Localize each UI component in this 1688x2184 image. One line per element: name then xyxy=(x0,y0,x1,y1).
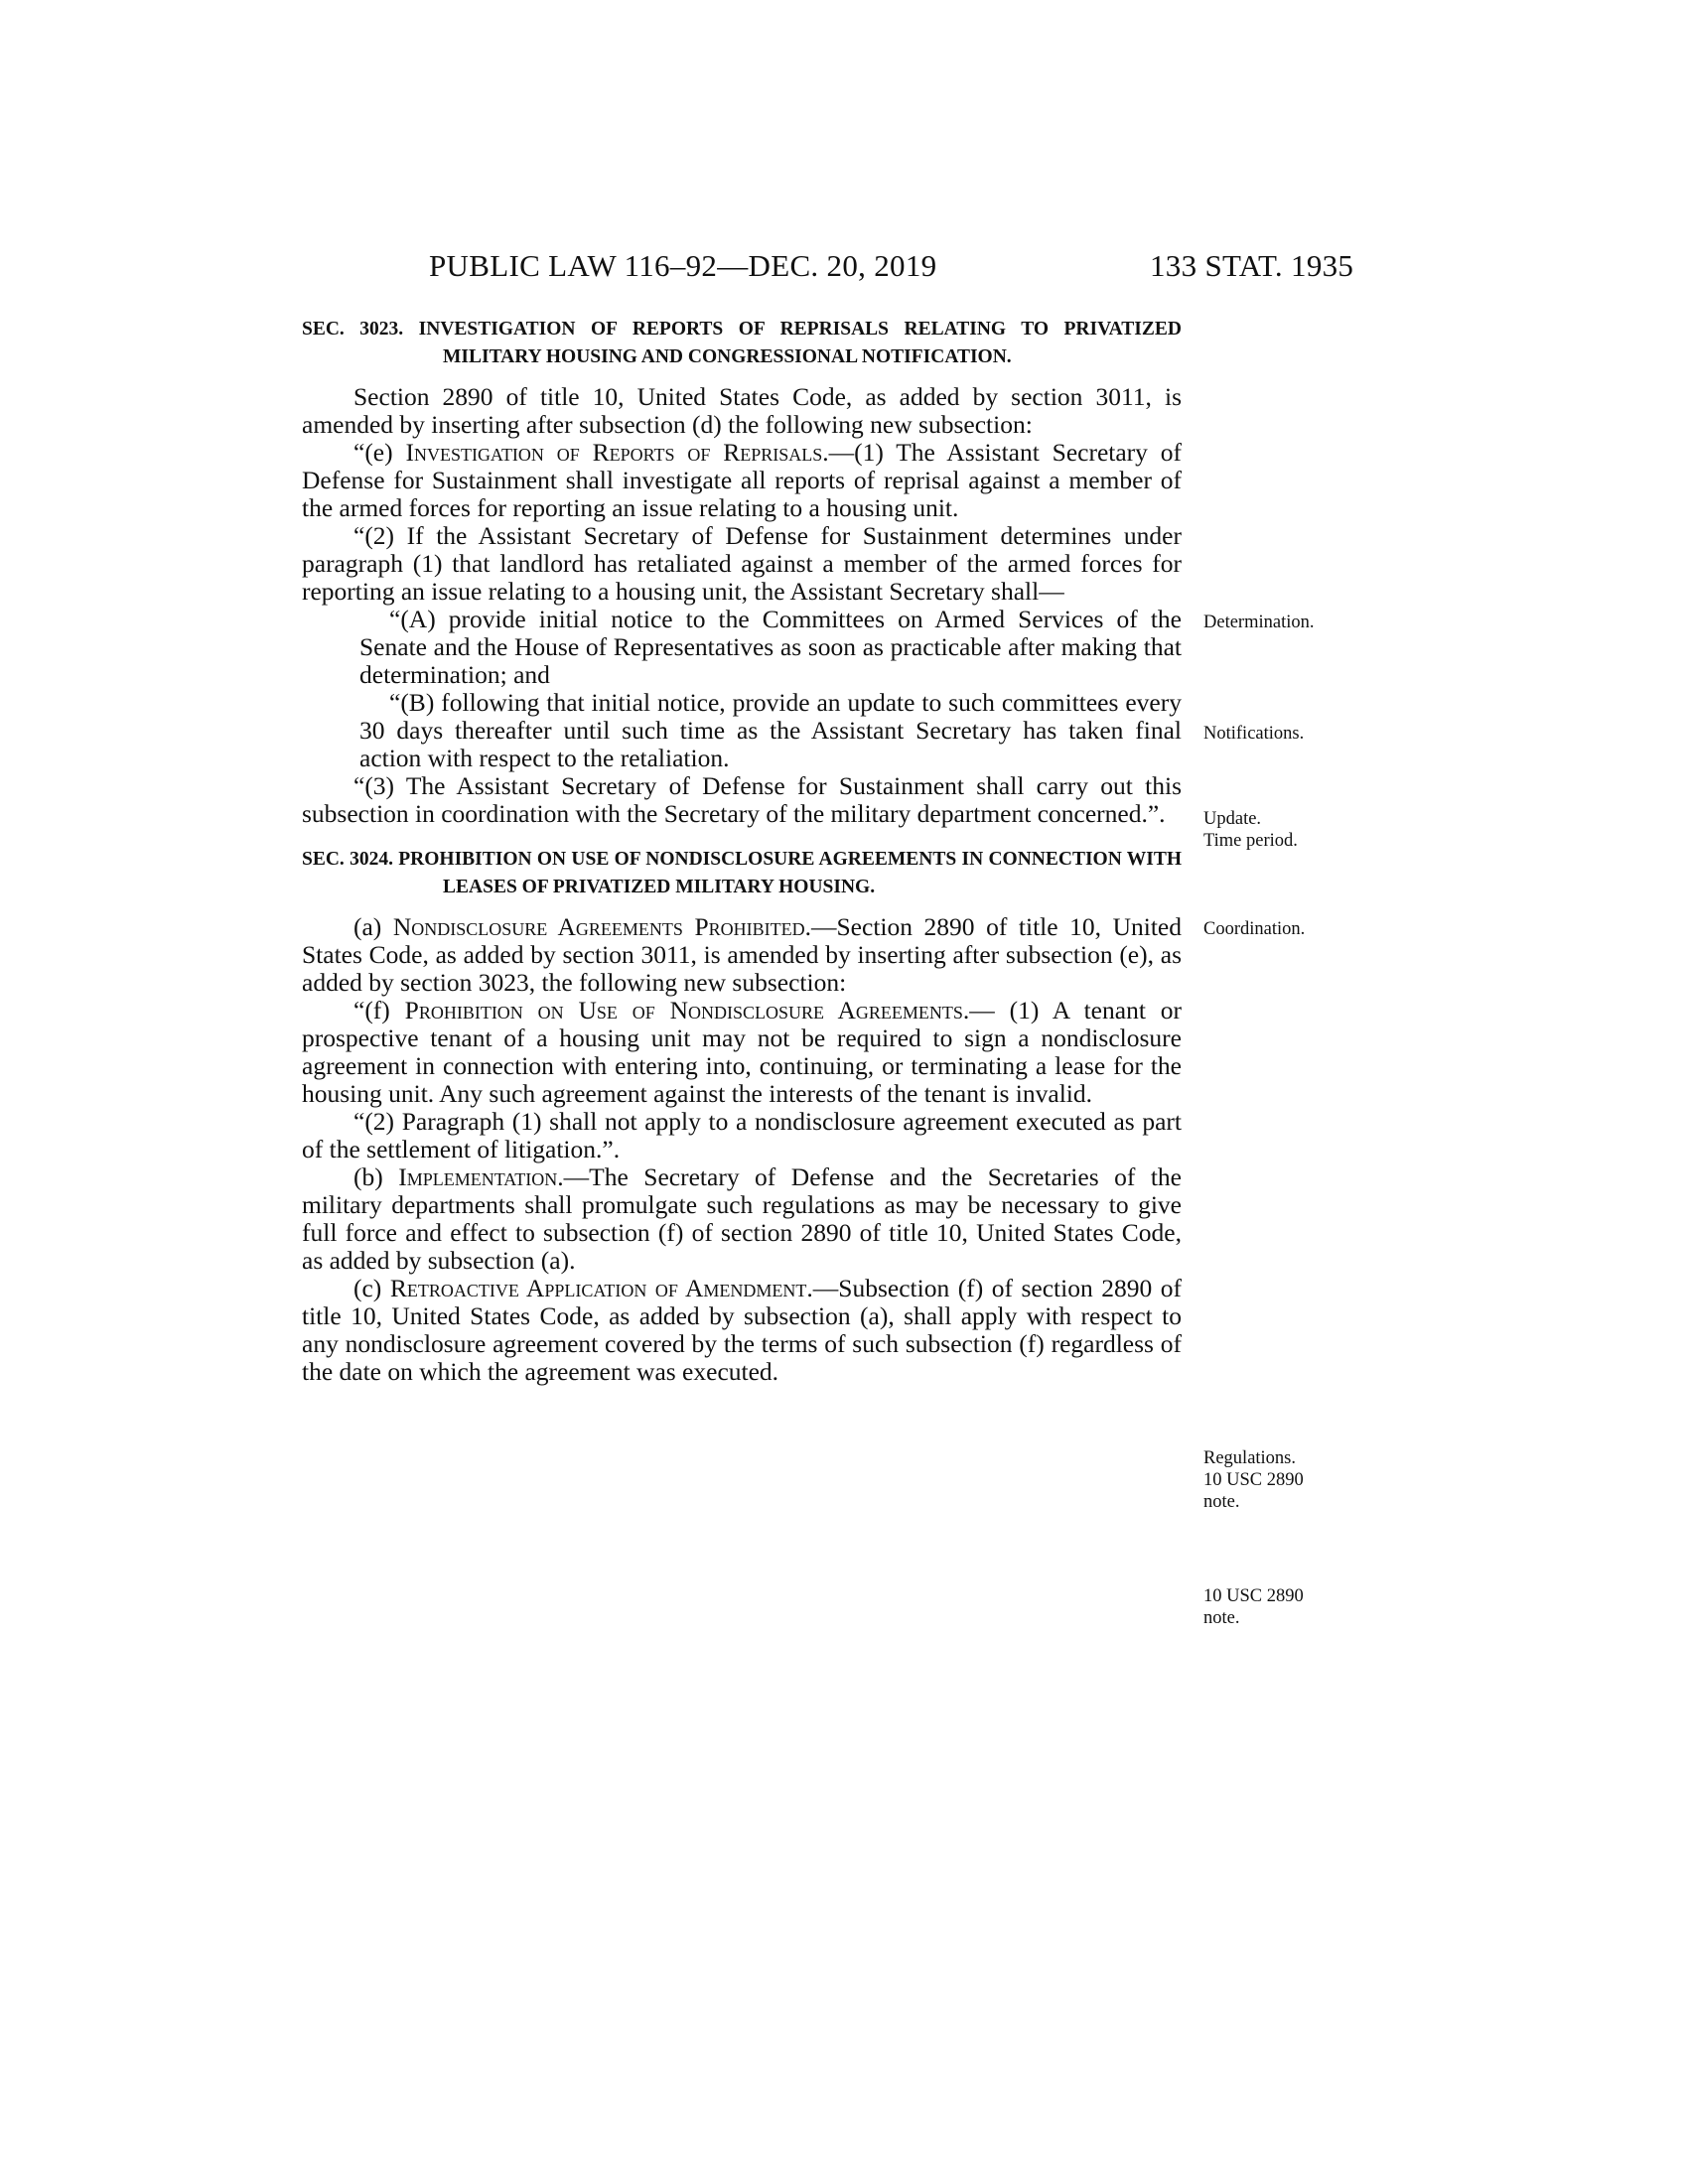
margin-note-update-text: Update. xyxy=(1203,809,1262,829)
subsection-a-caption: Nondisclosure Agreements Prohibited xyxy=(392,912,805,941)
subsection-a-text: .—Section 2890 of title 10, United States Code, as added by section 3011, is amended by inserting after subsection (e), as added by section 3023, the following new subsection: xyxy=(302,912,1182,997)
subsection-c xyxy=(302,1275,1182,1386)
subparagraph-a: “(A) provide initial notice to the Committees on Armed Services of the Senate and the House of Representatives as soon as practicable after making that determination; and xyxy=(359,605,1182,689)
section-3023-intro: Section 2890 of title 10, United States Code, as added by section 3011, is amended by inserting after subsection (d) the following new subsection: xyxy=(302,382,1182,439)
margin-note-usc-b-text: 10 USC 2890 xyxy=(1203,1586,1304,1606)
margin-note-note-a-text: note. xyxy=(1203,1492,1240,1512)
margin-note-update xyxy=(1203,808,1298,852)
margin-note-note-b-text: note. xyxy=(1203,1608,1240,1628)
subsection-f-text: .— (1) A tenant or prospective tenant of a housing unit may not be required to sign a nondisclosure agreement in connection with entering into, continuing, or terminating a lease for the housing unit. Any such agreement against the interests of the tenant is invalid. xyxy=(302,996,1182,1108)
subsection-a xyxy=(302,913,1182,997)
margin-note-time-period-text: Time period. xyxy=(1203,831,1298,851)
margin-note-notifications-text: Notifications. xyxy=(1203,724,1305,744)
subparagraph-b: “(B) following that initial notice, provide an update to such committees every 30 days thereafter until such time as the Assistant Secretary has taken final action with respect to the retaliation. xyxy=(359,688,1182,772)
subsection-e-prefix: “(e) xyxy=(353,438,406,467)
margin-note-determination-text: Determination. xyxy=(1203,613,1315,632)
subsection-f-paragraph-2: “(2) Paragraph (1) shall not apply to a nondisclosure agreement executed as part of the settlement of litigation.”. xyxy=(302,1107,1182,1163)
margin-note-usc xyxy=(1203,1585,1304,1629)
subsection-b-prefix: (b) xyxy=(353,1162,399,1191)
paragraph-3: “(3) The Assistant Secretary of Defense for Sustainment shall carry out this subsection in coordination with the Secretary of the military department concerned.”. xyxy=(302,771,1182,828)
running-header-law: PUBLIC LAW 116–92—DEC. 20, 2019 xyxy=(429,248,937,283)
margin-note-coordination xyxy=(1203,918,1305,940)
subsection-e-caption: Investigation of Reports of Reprisals xyxy=(405,438,823,467)
subsection-b-caption: Implementation xyxy=(398,1162,558,1191)
subsection-b-text: .—The Secretary of Defense and the Secretaries of the military departments shall promulgate such regulations as may be necessary to give full force and effect to subsection (f) of section 2890 of title 10, United States Code, as added by subsection (a). xyxy=(302,1162,1182,1275)
section-3024-heading: SEC. 3024. PROHIBITION ON USE OF NONDISCLOSURE AGREEMENTS IN CONNECTION WITH LEASES OF PRIVATIZED MILITARY HOUSING. xyxy=(302,849,1182,897)
paragraph-2: “(2) If the Assistant Secretary of Defense for Sustainment determines under paragraph (1) that landlord has retaliated against a member of the armed forces for reporting an issue relating to a housing unit, the Assistant Secretary shall— xyxy=(302,521,1182,606)
margin-note-regulations-text: Regulations. xyxy=(1203,1448,1297,1468)
subsection-e-text: .—(1) The Assistant Secretary of Defense for Sustainment shall investigate all reports of reprisal against a member of the armed forces for reporting an issue relating to a housing unit. xyxy=(302,438,1182,522)
subsection-e xyxy=(302,439,1182,522)
subsection-b xyxy=(302,1163,1182,1275)
margin-note-coordination-text: Coordination. xyxy=(1203,919,1306,939)
margin-note-notifications xyxy=(1203,723,1304,745)
subsection-c-text: .—Subsection (f) of section 2890 of title 10, United States Code, as added by subsection (a), shall apply with respect to any nondisclosure agreement covered by the terms of such subsection (f) regardless of the date on which the agreement was executed. xyxy=(302,1274,1182,1386)
subsection-c-prefix: (c) xyxy=(353,1274,390,1302)
subsection-f-caption: Prohibition on Use of Nondisclosure Agreements xyxy=(404,996,963,1024)
margin-note-usc-a-text: 10 USC 2890 xyxy=(1203,1470,1304,1490)
subsection-a-prefix: (a) xyxy=(353,912,393,941)
subsection-c-caption: Retroactive Application of Amendment xyxy=(389,1274,807,1302)
subsection-f xyxy=(302,997,1182,1108)
margin-note-regulations xyxy=(1203,1447,1304,1513)
margin-note-determination xyxy=(1203,612,1314,633)
body-text xyxy=(302,316,1182,1386)
running-header-stat: 133 STAT. 1935 xyxy=(1150,248,1354,283)
section-3023-heading: SEC. 3023. INVESTIGATION OF REPORTS OF REPRISALS RELATING TO PRIVATIZED MILITARY HOUSING AND CONGRESSIONAL NOTIFICATION. xyxy=(302,319,1182,367)
subsection-f-prefix: “(f) xyxy=(353,996,405,1024)
